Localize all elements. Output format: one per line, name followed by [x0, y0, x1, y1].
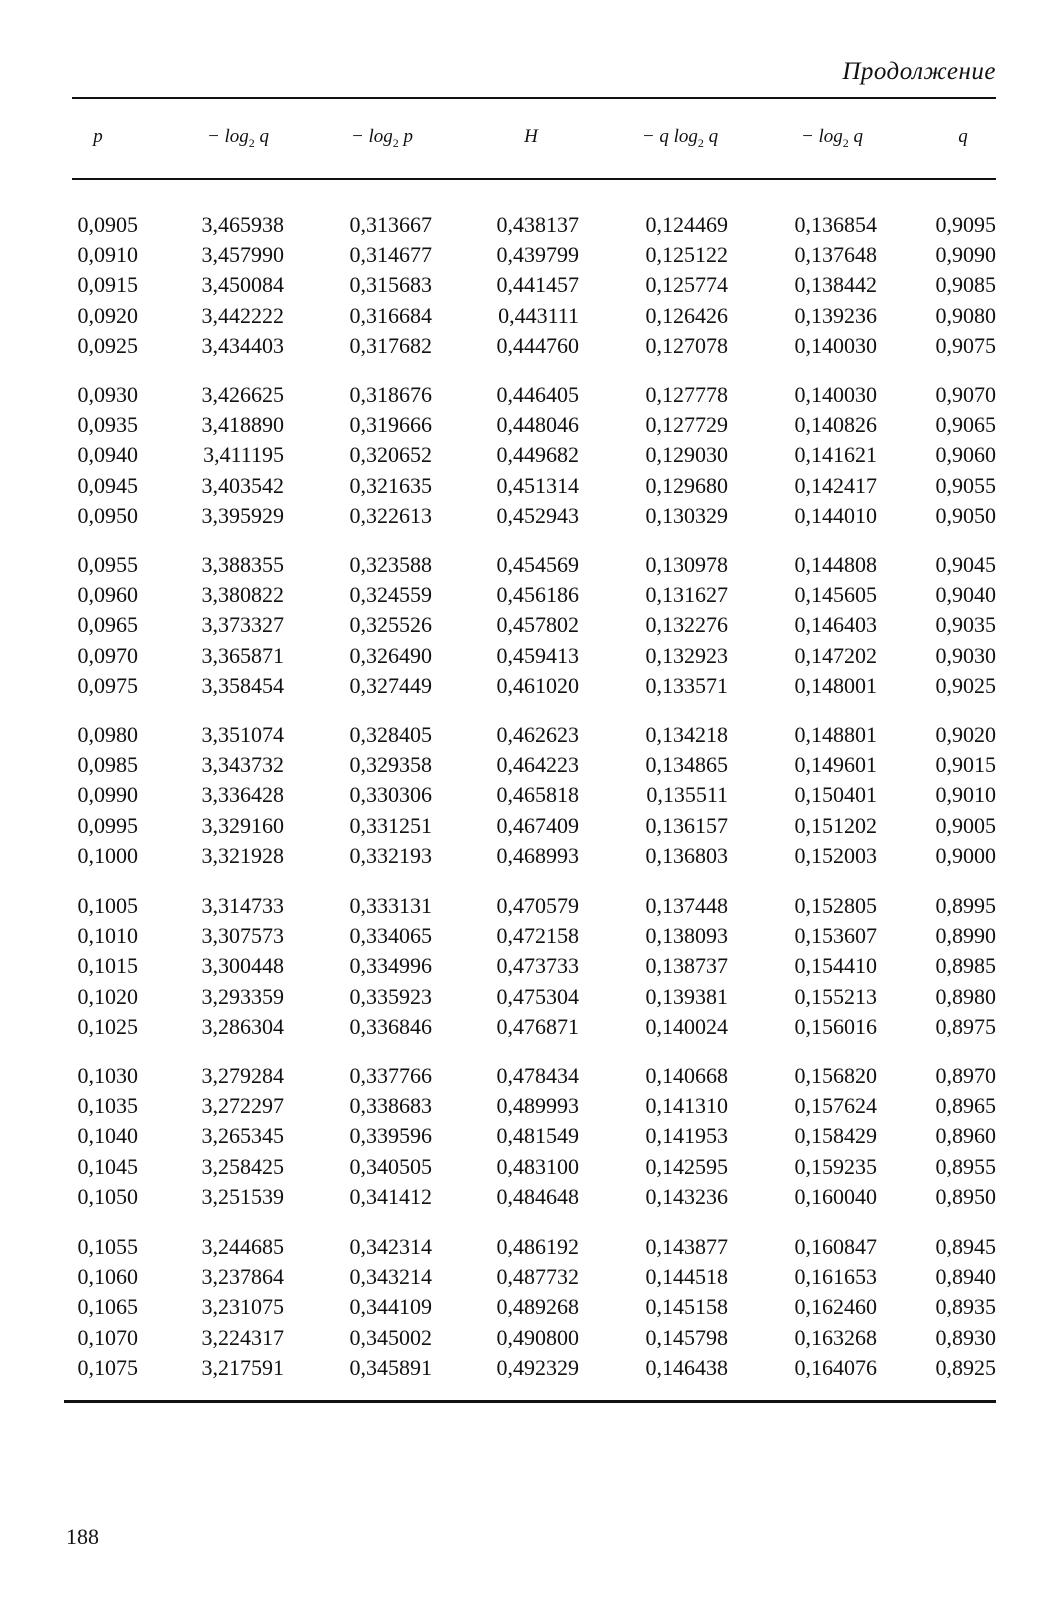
cell-p: 0,1015 — [77, 953, 138, 979]
cell-neg-log2-p: 0,322613 — [349, 502, 432, 528]
cell-neg-log2-q: 3,217591 — [201, 1354, 284, 1380]
cell-neg-q-log2-q: 0,139381 — [645, 983, 728, 1009]
cell-neg-log2-q: 3,336428 — [201, 782, 284, 808]
cell-q: 0,8950 — [935, 1183, 996, 1209]
cell-p: 0,0925 — [77, 332, 138, 358]
cell-q: 0,9070 — [935, 382, 996, 407]
cell-h: 0,492329 — [496, 1354, 579, 1380]
cell-neg-log2-q-alt: 0,139236 — [794, 302, 877, 328]
column-header-neg-q-log2-q: − q $\log_2 q$ — [641, 126, 719, 150]
cell-neg-q-log2-q: 0,129030 — [645, 442, 728, 468]
cell-neg-log2-q-alt: 0,140826 — [794, 412, 877, 438]
cell-neg-log2-q-alt: 0,160040 — [794, 1183, 877, 1209]
cell-neg-q-log2-q: 0,145158 — [645, 1294, 728, 1320]
cell-q: 0,9010 — [935, 782, 996, 808]
cell-h: 0,451314 — [496, 472, 579, 498]
cell-neg-q-log2-q: 0,143877 — [645, 1234, 728, 1259]
cell-q: 0,9045 — [935, 552, 996, 577]
cell-neg-log2-q: 3,265345 — [201, 1123, 284, 1149]
cell-neg-log2-q-alt: 0,156016 — [794, 1013, 877, 1039]
cell-q: 0,9030 — [935, 642, 996, 668]
cell-q: 0,8995 — [935, 893, 996, 918]
cell-neg-q-log2-q: 0,133571 — [645, 672, 728, 698]
cell-p: 0,0930 — [77, 382, 138, 407]
cell-h: 0,487732 — [496, 1264, 579, 1290]
cell-h: 0,465818 — [496, 782, 579, 808]
cell-neg-log2-q: 3,286304 — [201, 1013, 284, 1039]
cell-neg-q-log2-q: 0,140024 — [645, 1013, 728, 1039]
cell-neg-q-log2-q: 0,141310 — [645, 1093, 728, 1119]
cell-p: 0,1000 — [77, 842, 138, 868]
cell-h: 0,489268 — [496, 1294, 579, 1320]
cell-neg-log2-p: 0,333131 — [349, 893, 432, 918]
cell-neg-log2-p: 0,326490 — [349, 642, 432, 668]
cell-neg-q-log2-q: 0,134218 — [645, 722, 728, 747]
cell-neg-log2-p: 0,324559 — [349, 582, 432, 608]
cell-q: 0,9095 — [935, 212, 996, 237]
cell-h: 0,462623 — [496, 722, 579, 747]
cell-neg-log2-p: 0,319666 — [349, 412, 432, 438]
cell-neg-log2-q-alt: 0,149601 — [794, 752, 877, 778]
cell-p: 0,1040 — [77, 1123, 138, 1149]
cell-q: 0,9060 — [935, 442, 996, 468]
cell-p: 0,0915 — [77, 272, 138, 298]
cell-neg-log2-p: 0,337766 — [349, 1063, 432, 1088]
cell-neg-log2-q-alt: 0,152003 — [794, 842, 877, 868]
cell-neg-log2-q: 3,418890 — [201, 412, 284, 438]
cell-neg-log2-p: 0,339596 — [349, 1123, 432, 1149]
cell-neg-log2-p: 0,338683 — [349, 1093, 432, 1119]
cell-neg-log2-q-alt: 0,152805 — [794, 893, 877, 918]
cell-p: 0,0970 — [77, 642, 138, 668]
cell-h: 0,452943 — [496, 502, 579, 528]
cell-neg-q-log2-q: 0,132276 — [645, 612, 728, 638]
cell-neg-log2-p: 0,331251 — [349, 812, 432, 838]
cell-q: 0,8945 — [935, 1234, 996, 1259]
cell-neg-q-log2-q: 0,130978 — [645, 552, 728, 577]
cell-neg-log2-q-alt: 0,145605 — [794, 582, 877, 608]
cell-neg-log2-q-alt: 0,162460 — [794, 1294, 877, 1320]
cell-neg-q-log2-q: 0,125122 — [645, 242, 728, 268]
cell-q: 0,8930 — [935, 1324, 996, 1350]
cell-neg-log2-p: 0,320652 — [349, 442, 432, 468]
cell-neg-q-log2-q: 0,143236 — [645, 1183, 728, 1209]
cell-neg-log2-q: 3,231075 — [201, 1294, 284, 1320]
cell-h: 0,467409 — [496, 812, 579, 838]
cell-h: 0,484648 — [496, 1183, 579, 1209]
cell-neg-log2-p: 0,329358 — [349, 752, 432, 778]
cell-neg-log2-q: 3,457990 — [201, 242, 284, 268]
cell-p: 0,1070 — [77, 1324, 138, 1350]
cell-h: 0,448046 — [496, 412, 579, 438]
cell-neg-log2-q-alt: 0,148001 — [794, 672, 877, 698]
cell-neg-log2-q-alt: 0,146403 — [794, 612, 877, 638]
cell-neg-q-log2-q: 0,131627 — [645, 582, 728, 608]
cell-neg-log2-p: 0,315683 — [349, 272, 432, 298]
cell-neg-log2-q-alt: 0,138442 — [794, 272, 877, 298]
cell-h: 0,472158 — [496, 923, 579, 949]
cell-q: 0,9050 — [935, 502, 996, 528]
cell-neg-q-log2-q: 0,136157 — [645, 812, 728, 838]
cell-neg-log2-q-alt: 0,144010 — [794, 502, 877, 528]
cell-neg-log2-p: 0,318676 — [349, 382, 432, 407]
cell-q: 0,8935 — [935, 1294, 996, 1320]
cell-neg-log2-p: 0,340505 — [349, 1153, 432, 1179]
cell-h: 0,481549 — [496, 1123, 579, 1149]
cell-q: 0,9025 — [935, 672, 996, 698]
column-header-neg-log2-q-alt: − $\log_2 q$ — [800, 126, 864, 150]
cell-p: 0,1020 — [77, 983, 138, 1009]
cell-neg-log2-p: 0,325526 — [349, 612, 432, 638]
cell-neg-q-log2-q: 0,140668 — [645, 1063, 728, 1088]
cell-neg-log2-p: 0,327449 — [349, 672, 432, 698]
cell-neg-log2-q-alt: 0,159235 — [794, 1153, 877, 1179]
bottom-rule — [64, 1400, 996, 1403]
cell-p: 0,0950 — [77, 502, 138, 528]
cell-neg-q-log2-q: 0,132923 — [645, 642, 728, 668]
cell-h: 0,476871 — [496, 1013, 579, 1039]
cell-neg-q-log2-q: 0,145798 — [645, 1324, 728, 1350]
cell-q: 0,9065 — [935, 412, 996, 438]
header-rule — [72, 178, 996, 180]
cell-neg-log2-q: 3,272297 — [201, 1093, 284, 1119]
cell-neg-q-log2-q: 0,126426 — [645, 302, 728, 328]
cell-neg-log2-p: 0,334996 — [349, 953, 432, 979]
cell-neg-log2-q: 3,442222 — [201, 302, 284, 328]
cell-h: 0,449682 — [496, 442, 579, 468]
cell-neg-log2-q-alt: 0,150401 — [794, 782, 877, 808]
cell-q: 0,9020 — [935, 722, 996, 747]
cell-p: 0,1055 — [77, 1234, 138, 1259]
cell-neg-log2-q-alt: 0,153607 — [794, 923, 877, 949]
cell-p: 0,0940 — [77, 442, 138, 468]
cell-neg-log2-p: 0,317682 — [349, 332, 432, 358]
cell-neg-log2-q: 3,329160 — [201, 812, 284, 838]
cell-neg-log2-p: 0,336846 — [349, 1013, 432, 1039]
cell-neg-q-log2-q: 0,124469 — [645, 212, 728, 237]
cell-p: 0,1010 — [77, 923, 138, 949]
cell-p: 0,1045 — [77, 1153, 138, 1179]
cell-q: 0,8985 — [935, 953, 996, 979]
cell-neg-log2-q: 3,351074 — [201, 722, 284, 747]
cell-h: 0,454569 — [496, 552, 579, 577]
cell-neg-log2-q-alt: 0,155213 — [794, 983, 877, 1009]
cell-neg-log2-p: 0,316684 — [349, 302, 432, 328]
cell-neg-log2-p: 0,343214 — [349, 1264, 432, 1290]
cell-p: 0,0990 — [77, 782, 138, 808]
cell-h: 0,470579 — [496, 893, 579, 918]
cell-p: 0,0945 — [77, 472, 138, 498]
cell-p: 0,1035 — [77, 1093, 138, 1119]
cell-neg-log2-q: 3,251539 — [201, 1183, 284, 1209]
cell-p: 0,1075 — [77, 1354, 138, 1380]
cell-neg-log2-q: 3,373327 — [201, 612, 284, 638]
cell-neg-log2-q: 3,395929 — [201, 502, 284, 528]
cell-q: 0,9005 — [935, 812, 996, 838]
cell-neg-q-log2-q: 0,127778 — [645, 382, 728, 407]
cell-q: 0,9035 — [935, 612, 996, 638]
cell-neg-log2-p: 0,314677 — [349, 242, 432, 268]
cell-q: 0,9090 — [935, 242, 996, 268]
cell-h: 0,439799 — [496, 242, 579, 268]
cell-neg-log2-q-alt: 0,154410 — [794, 953, 877, 979]
cell-q: 0,8975 — [935, 1013, 996, 1039]
page-number: 188 — [66, 1524, 99, 1549]
cell-neg-q-log2-q: 0,127729 — [645, 412, 728, 438]
cell-neg-log2-p: 0,335923 — [349, 983, 432, 1009]
cell-neg-log2-q: 3,314733 — [201, 893, 284, 918]
cell-neg-log2-q-alt: 0,161653 — [794, 1264, 877, 1290]
cell-neg-log2-q: 3,279284 — [201, 1063, 284, 1088]
cell-neg-log2-q-alt: 0,157624 — [794, 1093, 877, 1119]
cell-neg-log2-p: 0,332193 — [349, 842, 432, 868]
cell-neg-log2-q: 3,300448 — [201, 953, 284, 979]
cell-q: 0,9055 — [935, 472, 996, 498]
cell-neg-log2-p: 0,345002 — [349, 1324, 432, 1350]
cell-neg-log2-q-alt: 0,147202 — [794, 642, 877, 668]
cell-neg-q-log2-q: 0,136803 — [645, 842, 728, 868]
cell-neg-q-log2-q: 0,125774 — [645, 272, 728, 298]
cell-neg-log2-q-alt: 0,137648 — [794, 242, 877, 268]
cell-neg-log2-q-alt: 0,142417 — [794, 472, 877, 498]
cell-p: 0,1030 — [77, 1063, 138, 1088]
cell-neg-log2-q-alt: 0,140030 — [794, 332, 877, 358]
cell-neg-log2-p: 0,345891 — [349, 1354, 432, 1380]
cell-neg-log2-p: 0,344109 — [349, 1294, 432, 1320]
cell-neg-q-log2-q: 0,135511 — [646, 782, 728, 808]
cell-neg-log2-p: 0,334065 — [349, 923, 432, 949]
cell-neg-log2-q-alt: 0,164076 — [794, 1354, 877, 1380]
column-header-q: q — [958, 126, 968, 147]
cell-neg-q-log2-q: 0,138737 — [645, 953, 728, 979]
cell-neg-q-log2-q: 0,144518 — [645, 1264, 728, 1290]
cell-neg-log2-q: 3,388355 — [201, 552, 284, 577]
cell-neg-log2-q-alt: 0,158429 — [794, 1123, 877, 1149]
cell-h: 0,444760 — [496, 332, 579, 358]
cell-neg-log2-p: 0,323588 — [349, 552, 432, 577]
cell-neg-log2-q-alt: 0,141621 — [794, 442, 877, 468]
cell-neg-log2-q-alt: 0,144808 — [794, 552, 877, 577]
cell-p: 0,1025 — [77, 1013, 138, 1039]
cell-p: 0,1005 — [77, 893, 138, 918]
cell-h: 0,441457 — [496, 272, 579, 298]
cell-neg-log2-q-alt: 0,136854 — [794, 212, 877, 237]
cell-neg-log2-q: 3,258425 — [201, 1153, 284, 1179]
cell-q: 0,9085 — [935, 272, 996, 298]
cell-neg-log2-q-alt: 0,160847 — [794, 1234, 877, 1259]
cell-p: 0,0910 — [77, 242, 138, 268]
cell-neg-log2-q: 3,307573 — [201, 923, 284, 949]
column-header-row — [0, 126, 1058, 156]
cell-p: 0,1060 — [77, 1264, 138, 1290]
cell-neg-log2-q: 3,465938 — [201, 212, 284, 237]
cell-h: 0,446405 — [496, 382, 579, 407]
cell-h: 0,456186 — [496, 582, 579, 608]
cell-q: 0,9075 — [935, 332, 996, 358]
cell-p: 0,0960 — [77, 582, 138, 608]
column-header-entropy-h: H — [524, 126, 538, 147]
cell-neg-log2-p: 0,321635 — [349, 472, 432, 498]
cell-neg-q-log2-q: 0,129680 — [645, 472, 728, 498]
cell-neg-q-log2-q: 0,146438 — [645, 1354, 728, 1380]
cell-q: 0,8955 — [935, 1153, 996, 1179]
cell-neg-q-log2-q: 0,127078 — [645, 332, 728, 358]
cell-h: 0,486192 — [496, 1234, 579, 1259]
cell-q: 0,8965 — [935, 1093, 996, 1119]
cell-neg-log2-q: 3,434403 — [201, 332, 284, 358]
cell-p: 0,0975 — [77, 672, 138, 698]
column-header-neg-log2-q: − $\log_2 q$ — [206, 126, 270, 150]
cell-neg-log2-q-alt: 0,140030 — [794, 382, 877, 407]
cell-q: 0,8980 — [935, 983, 996, 1009]
cell-q: 0,8960 — [935, 1123, 996, 1149]
cell-neg-q-log2-q: 0,134865 — [645, 752, 728, 778]
cell-neg-log2-q: 3,343732 — [201, 752, 284, 778]
cell-neg-log2-q: 3,293359 — [201, 983, 284, 1009]
cell-p: 0,0935 — [77, 412, 138, 438]
cell-q: 0,9080 — [935, 302, 996, 328]
cell-p: 0,0920 — [77, 302, 138, 328]
cell-h: 0,489993 — [496, 1093, 579, 1119]
cell-neg-log2-q: 3,237864 — [201, 1264, 284, 1290]
cell-h: 0,490800 — [496, 1324, 579, 1350]
cell-q: 0,8990 — [935, 923, 996, 949]
cell-p: 0,0905 — [77, 212, 138, 237]
cell-neg-q-log2-q: 0,142595 — [645, 1153, 728, 1179]
cell-h: 0,464223 — [496, 752, 579, 778]
continuation-label: Продолжение — [842, 58, 996, 85]
cell-p: 0,1065 — [77, 1294, 138, 1320]
cell-h: 0,438137 — [496, 212, 579, 237]
cell-q: 0,9040 — [935, 582, 996, 608]
cell-neg-log2-q-alt: 0,156820 — [794, 1063, 877, 1088]
cell-neg-log2-q: 3,224317 — [201, 1324, 284, 1350]
top-rule — [72, 97, 996, 99]
cell-neg-log2-q-alt: 0,151202 — [794, 812, 877, 838]
cell-h: 0,475304 — [496, 983, 579, 1009]
column-header-neg-log2-p: − $\log_2 p$ — [350, 126, 414, 150]
cell-neg-log2-q: 3,411195 — [203, 442, 284, 468]
cell-neg-log2-q: 3,450084 — [201, 272, 284, 298]
cell-h: 0,473733 — [496, 953, 579, 979]
cell-neg-log2-p: 0,313667 — [349, 212, 432, 237]
cell-p: 0,0995 — [77, 812, 138, 838]
cell-neg-log2-p: 0,342314 — [349, 1234, 432, 1259]
cell-h: 0,478434 — [496, 1063, 579, 1088]
cell-neg-log2-q: 3,380822 — [201, 582, 284, 608]
cell-neg-log2-q: 3,426625 — [201, 382, 284, 407]
cell-q: 0,9000 — [935, 842, 996, 868]
cell-q: 0,9015 — [935, 752, 996, 778]
cell-p: 0,0980 — [77, 722, 138, 747]
cell-neg-log2-p: 0,341412 — [349, 1183, 432, 1209]
cell-p: 0,0955 — [77, 552, 138, 577]
cell-h: 0,461020 — [496, 672, 579, 698]
cell-neg-q-log2-q: 0,138093 — [645, 923, 728, 949]
cell-neg-q-log2-q: 0,141953 — [645, 1123, 728, 1149]
cell-neg-log2-q: 3,403542 — [201, 472, 284, 498]
cell-neg-log2-q-alt: 0,148801 — [794, 722, 877, 747]
cell-neg-log2-p: 0,328405 — [349, 722, 432, 747]
cell-h: 0,457802 — [496, 612, 579, 638]
cell-neg-log2-q: 3,321928 — [201, 842, 284, 868]
cell-h: 0,443111 — [498, 302, 579, 328]
cell-neg-q-log2-q: 0,137448 — [645, 893, 728, 918]
cell-neg-log2-q: 3,244685 — [201, 1234, 284, 1259]
cell-p: 0,0985 — [77, 752, 138, 778]
cell-neg-log2-q: 3,358454 — [201, 672, 284, 698]
cell-h: 0,468993 — [496, 842, 579, 868]
cell-q: 0,8925 — [935, 1354, 996, 1380]
cell-h: 0,483100 — [496, 1153, 579, 1179]
cell-h: 0,459413 — [496, 642, 579, 668]
cell-neg-log2-q-alt: 0,163268 — [794, 1324, 877, 1350]
cell-neg-log2-p: 0,330306 — [349, 782, 432, 808]
cell-p: 0,1050 — [77, 1183, 138, 1209]
cell-p: 0,0965 — [77, 612, 138, 638]
cell-neg-log2-q: 3,365871 — [201, 642, 284, 668]
cell-q: 0,8970 — [935, 1063, 996, 1088]
cell-q: 0,8940 — [935, 1264, 996, 1290]
cell-neg-q-log2-q: 0,130329 — [645, 502, 728, 528]
column-header-p: p — [93, 126, 103, 147]
